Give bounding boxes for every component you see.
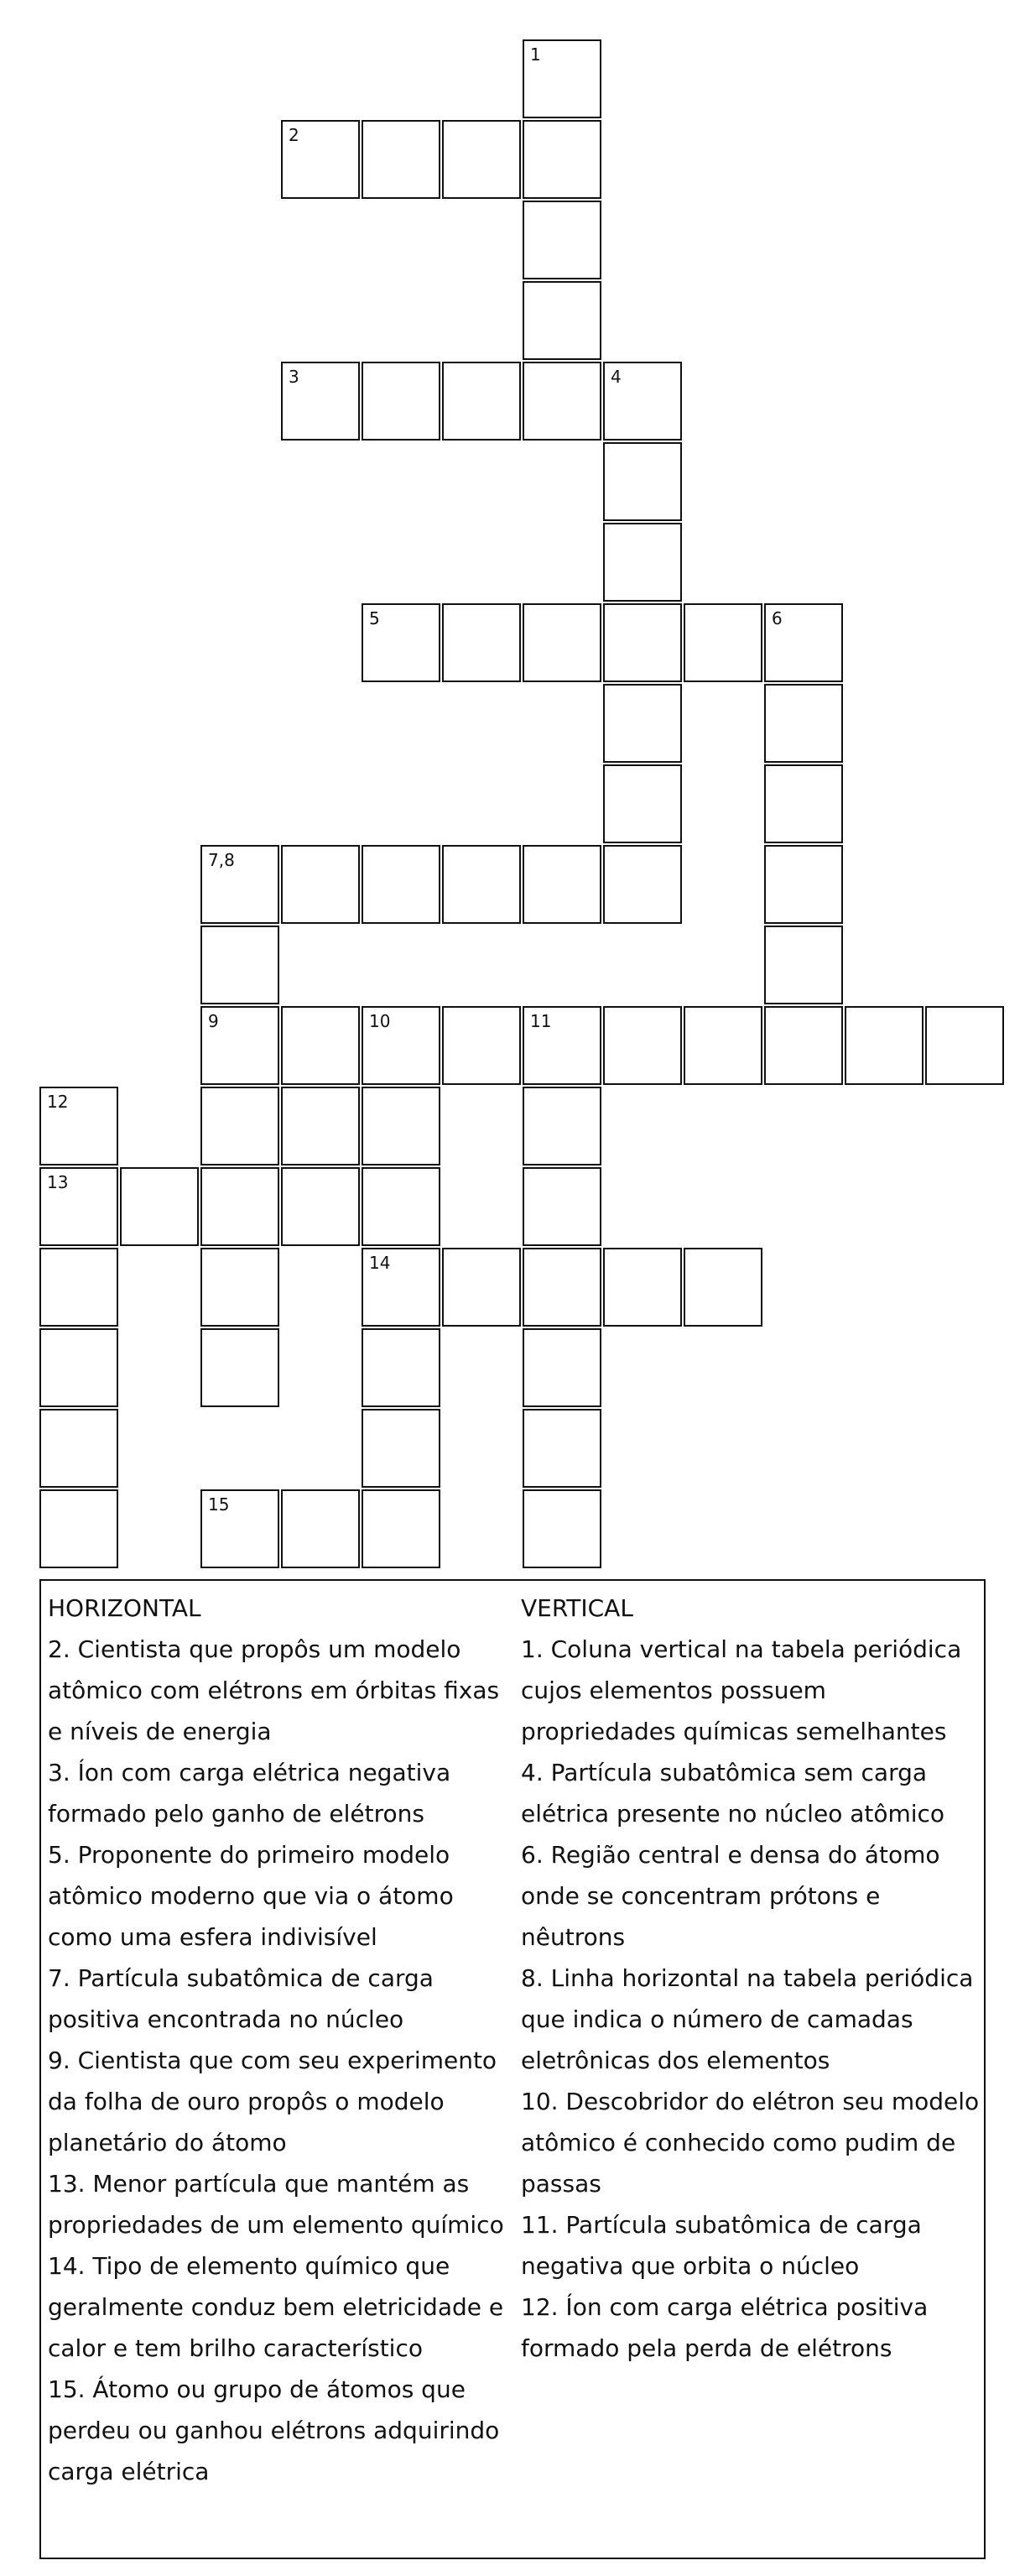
clue-number: 12 (47, 1092, 69, 1112)
horizontal-clue: 2. Cientista que propôs um modelo atômico com elétrons em órbitas fixas e níveis de energia (48, 1635, 500, 1745)
clue-number: 10 (369, 1011, 391, 1031)
horizontal-clues-title: HORIZONTAL (48, 1594, 201, 1622)
grid-cell[interactable] (523, 120, 601, 199)
grid-cell[interactable] (523, 281, 601, 360)
grid-cell[interactable] (523, 603, 601, 682)
grid-cell[interactable] (362, 120, 440, 199)
grid-cell[interactable] (281, 1087, 360, 1165)
grid-cell[interactable] (523, 39, 601, 118)
grid-cell[interactable] (684, 603, 762, 682)
clue-number: 3 (289, 367, 299, 387)
clue-number: 4 (611, 367, 622, 387)
clue-number: 7,8 (208, 850, 235, 870)
grid-cell[interactable] (200, 926, 279, 1004)
grid-cell[interactable] (603, 603, 682, 682)
clue-number: 2 (289, 125, 299, 145)
grid-cell[interactable] (523, 201, 601, 279)
grid-cell[interactable] (442, 845, 521, 924)
clue-number: 13 (47, 1172, 69, 1192)
vertical-clue-list (521, 1629, 982, 2369)
grid-cell[interactable] (39, 1489, 118, 1568)
grid-cell[interactable] (200, 1248, 279, 1327)
vertical-clue: 1. Coluna vertical na tabela periódica cujos elementos possuem propriedades químicas semelhantes (521, 1635, 962, 1745)
clue-number: 9 (208, 1011, 219, 1031)
grid-cell[interactable] (603, 764, 682, 843)
grid-cell[interactable] (281, 362, 360, 441)
horizontal-clue-list (48, 1629, 518, 2492)
grid-cell[interactable] (523, 1409, 601, 1488)
clue-number: 11 (530, 1011, 552, 1031)
grid-cell[interactable] (603, 1248, 682, 1327)
grid-cell[interactable] (362, 1328, 440, 1407)
grid-cell[interactable] (603, 684, 682, 763)
grid-cell[interactable] (39, 1167, 118, 1246)
clue-number: 15 (208, 1494, 230, 1515)
clue-number: 5 (369, 608, 380, 628)
vertical-clues-column (521, 1588, 982, 2369)
grid-cell[interactable] (362, 845, 440, 924)
grid-cell[interactable] (845, 1006, 924, 1085)
grid-cell[interactable] (362, 362, 440, 441)
grid-cell[interactable] (200, 1489, 279, 1568)
grid-cell[interactable] (523, 845, 601, 924)
grid-cell[interactable] (362, 1167, 440, 1246)
grid-cell[interactable] (684, 1248, 762, 1327)
grid-cell[interactable] (442, 362, 521, 441)
vertical-clue: 10. Descobridor do elétron seu modelo atômico é conhecido como pudim de passas (521, 2088, 980, 2198)
grid-cell[interactable] (523, 1248, 601, 1327)
grid-cell[interactable] (281, 1006, 360, 1085)
grid-cell[interactable] (603, 845, 682, 924)
grid-cell[interactable] (764, 845, 843, 924)
grid-cell[interactable] (120, 1167, 199, 1246)
grid-cell[interactable] (200, 1006, 279, 1085)
vertical-clue: 12. Íon com carga elétrica positiva formado pela perda de elétrons (521, 2293, 929, 2362)
vertical-clue: 11. Partícula subatômica de carga negativa que orbita o núcleo (521, 2211, 922, 2280)
horizontal-clue: 15. Átomo ou grupo de átomos que perdeu ou ganhou elétrons adquirindo carga elétrica (48, 2375, 500, 2485)
horizontal-clue: 7. Partícula subatômica de carga positiva encontrada no núcleo (48, 1964, 434, 2033)
grid-cell[interactable] (281, 1167, 360, 1246)
clue-number: 1 (530, 44, 541, 65)
grid-cell[interactable] (39, 1087, 118, 1165)
vertical-clue: 8. Linha horizontal na tabela periódica que indica o número de camadas eletrônicas dos elementos (521, 1964, 974, 2074)
vertical-clues-title: VERTICAL (521, 1594, 633, 1622)
grid-cell[interactable] (523, 1087, 601, 1165)
grid-cell[interactable] (523, 1489, 601, 1568)
grid-cell[interactable] (362, 1409, 440, 1488)
grid-cell[interactable] (281, 120, 360, 199)
grid-cell[interactable] (442, 1248, 521, 1327)
grid-cell[interactable] (200, 1328, 279, 1407)
grid-cell[interactable] (200, 845, 279, 924)
grid-cell[interactable] (603, 1006, 682, 1085)
grid-cell[interactable] (523, 1006, 601, 1085)
grid-cell[interactable] (281, 1489, 360, 1568)
grid-cell[interactable] (764, 1006, 843, 1085)
vertical-clue: 4. Partícula subatômica sem carga elétrica presente no núcleo atômico (521, 1759, 945, 1828)
grid-cell[interactable] (362, 1248, 440, 1327)
clues-box (39, 1579, 986, 2559)
grid-cell[interactable] (200, 1167, 279, 1246)
grid-cell[interactable] (684, 1006, 762, 1085)
grid-cell[interactable] (39, 1409, 118, 1488)
grid-cell[interactable] (603, 523, 682, 602)
grid-cell[interactable] (442, 603, 521, 682)
horizontal-clue: 5. Proponente do primeiro modelo atômico moderno que via o átomo como uma esfera indivisível (48, 1841, 454, 1951)
grid-cell[interactable] (523, 362, 601, 441)
clue-number: 6 (772, 608, 783, 628)
grid-cell[interactable] (442, 1006, 521, 1085)
grid-cell[interactable] (764, 926, 843, 1004)
grid-cell[interactable] (362, 1489, 440, 1568)
grid-cell[interactable] (362, 1006, 440, 1085)
grid-cell[interactable] (362, 603, 440, 682)
grid-cell[interactable] (39, 1328, 118, 1407)
grid-cell[interactable] (603, 362, 682, 441)
grid-cell[interactable] (523, 1167, 601, 1246)
vertical-clue: 6. Região central e densa do átomo onde se concentram prótons e nêutrons (521, 1841, 940, 1951)
horizontal-clue: 14. Tipo de elemento químico que geralmente conduz bem eletricidade e calor e tem brilho característico (48, 2252, 504, 2362)
grid-cell[interactable] (442, 120, 521, 199)
clue-number: 14 (369, 1253, 391, 1273)
grid-cell[interactable] (603, 442, 682, 521)
horizontal-clue: 9. Cientista que com seu experimento da folha de ouro propôs o modelo planetário do átomo (48, 2047, 497, 2156)
grid-cell[interactable] (362, 1087, 440, 1165)
grid-cell[interactable] (39, 1248, 118, 1327)
grid-cell[interactable] (523, 1328, 601, 1407)
grid-cell[interactable] (764, 684, 843, 763)
grid-cell[interactable] (200, 1087, 279, 1165)
grid-cell[interactable] (764, 764, 843, 843)
grid-cell[interactable] (764, 603, 843, 682)
horizontal-clue: 3. Íon com carga elétrica negativa formado pelo ganho de elétrons (48, 1759, 451, 1828)
grid-cell[interactable] (925, 1006, 1004, 1085)
horizontal-clues-column (48, 1588, 518, 2492)
grid-cell[interactable] (281, 845, 360, 924)
horizontal-clue: 13. Menor partícula que mantém as propriedades de um elemento químico (48, 2170, 504, 2239)
